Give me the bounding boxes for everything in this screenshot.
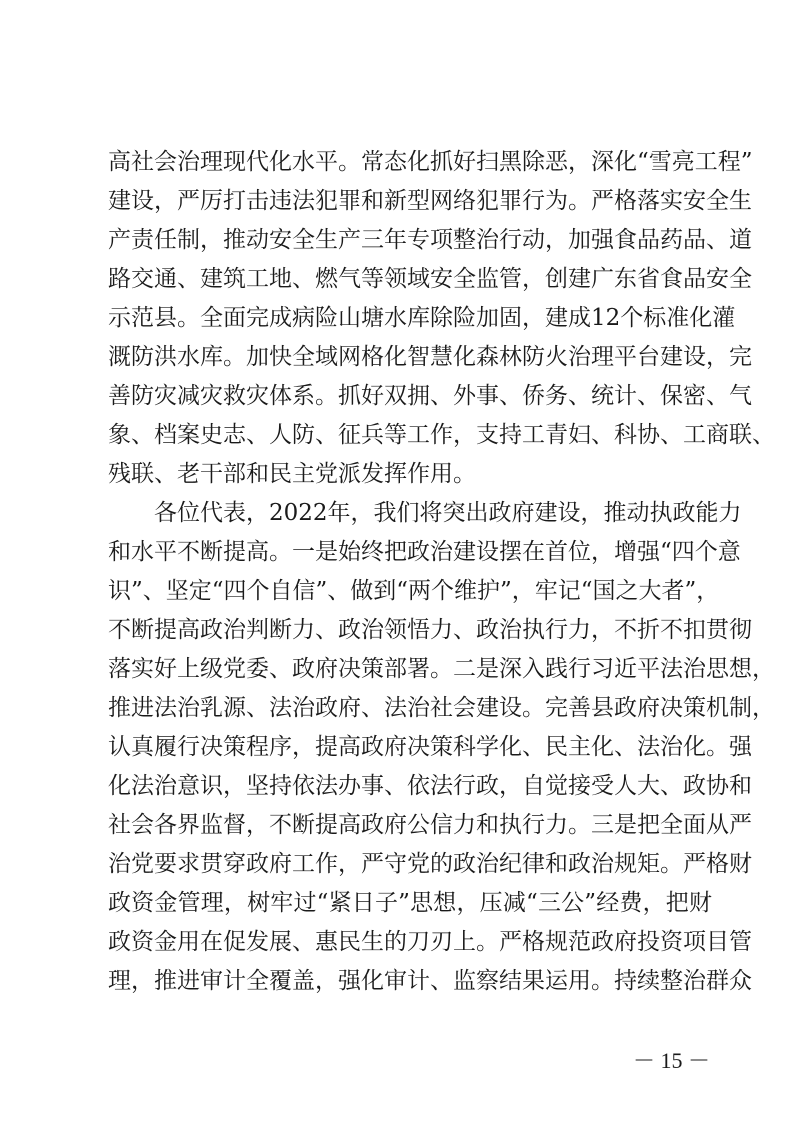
text-line: 认真履行决策程序，提高政府决策科学化、民主化、法治化。强 (108, 734, 752, 760)
page-number: － 15 － (632, 1048, 710, 1073)
text-line: 政资金用在促发展、惠民生的刀刃上。严格规范政府投资项目管 (108, 929, 752, 955)
paragraph-first-line: 各位代表，2022年，我们将突出政府建设，推动执政能力 (154, 500, 742, 526)
text-line: 建设，严厉打击违法犯罪和新型网络犯罪行为。严格落实安全生 (108, 188, 752, 214)
text-line: 高社会治理现代化水平。常态化抓好扫黑除恶，深化“雪亮工程” (108, 149, 753, 175)
text-line: 落实好上级党委、政府决策部署。二是深入践行习近平法治思想， (108, 656, 775, 682)
text-line: 政资金管理，树牢过“紧日子”思想，压减“三公”经费，把财 (108, 890, 712, 916)
text-line: 不断提高政治判断力、政治领悟力、政治执行力，不折不扣贯彻 (108, 617, 752, 643)
text-line: 产责任制，推动安全生产三年专项整治行动，加强食品药品、道 (108, 227, 752, 253)
text-line: 示范县。全面完成病险山塘水库除险加固，建成12个标准化灌 (108, 305, 736, 331)
text-line: 理，推进审计全覆盖，强化审计、监察结果运用。持续整治群众 (108, 968, 752, 994)
text-line: 溉防洪水库。加快全域网格化智慧化森林防火治理平台建设，完 (108, 344, 752, 370)
text-line: 化法治意识，坚持依法办事、依法行政，自觉接受人大、政协和 (108, 773, 752, 799)
text-line: 和水平不断提高。一是始终把政治建设摆在首位，增强“四个意 (108, 539, 741, 565)
text-line: 象、档案史志、人防、征兵等工作，支持工青妇、科协、工商联、 (108, 422, 775, 448)
text-line: 推进法治乳源、法治政府、法治社会建设。完善县政府决策机制， (108, 695, 775, 721)
text-line: 路交通、建筑工地、燃气等领域安全监管，创建广东省食品安全 (108, 266, 752, 292)
text-line: 善防灾减灾救灾体系。抓好双拥、外事、侨务、统计、保密、气 (108, 383, 752, 409)
text-line: 治党要求贯穿政府工作，严守党的政治纪律和政治规矩。严格财 (108, 851, 752, 877)
text-line: 社会各界监督，不断提高政府公信力和执行力。三是把全面从严 (108, 812, 752, 838)
text-line: 识”、坚定“四个自信”、做到“两个维护”，牢记“国之大者”， (108, 578, 720, 604)
text-line: 残联、老干部和民主党派发挥作用。 (108, 461, 476, 487)
